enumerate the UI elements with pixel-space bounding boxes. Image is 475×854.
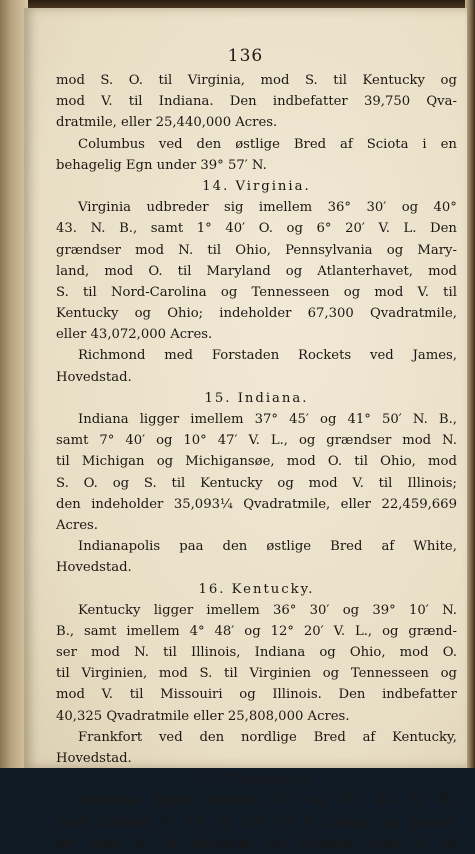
text-line: Kentucky og Ohio; indeholder 67,300 Qvadratmile, xyxy=(56,306,457,322)
text-line: Hovedstad. xyxy=(56,369,132,385)
paragraph-first-line: Kentucky ligger imellem 36° 30′ og 39° 10′ N. xyxy=(78,602,457,618)
section-heading: 14. Virginia. xyxy=(202,178,311,194)
paragraph-first-line: Tennesse ligger imellem 35° og 36° 40′ N. B., xyxy=(78,793,457,809)
text-line: land, mod O. til Maryland og Atlanterhavet, mod xyxy=(56,263,457,279)
page-number: 136 xyxy=(227,46,264,66)
text-line: grændser mod N. til Ohio, Pennsylvania og Mary- xyxy=(56,242,457,258)
text-line: Acres. xyxy=(56,517,98,533)
text-line: mod V. til Indiana. Den indbefatter 39,750 Qva- xyxy=(56,94,457,110)
text-line: behagelig Egn under 39° 57′ N. xyxy=(56,157,267,173)
paragraph-first-line: Virginia udbreder sig imellem 36° 30′ og 40° xyxy=(78,200,457,216)
text-line: ser mod N. til Kentucky og Virginia, mod O. til xyxy=(56,835,457,851)
paragraph-first-line: Frankfort ved den nordlige Bred af Kentucky, xyxy=(78,729,457,745)
paragraph-first-line: Indianapolis paa den østlige Bred af White, xyxy=(78,539,457,555)
paragraph-first-line: Indiana ligger imellem 37° 45′ og 41° 50′ N. B., xyxy=(78,412,457,427)
text-line: til Virginien, mod S. til Virginien og Tennesseen og xyxy=(56,666,457,682)
page-body-text xyxy=(56,70,457,854)
text-line: 43. N. B., samt 1° 40′ O. og 6° 20′ V. L. Den xyxy=(56,221,457,237)
section-heading: 15. Indiana. xyxy=(204,390,309,406)
text-line: samt 7° 40′ og 10° 47′ V. L., og grændser mod N. xyxy=(56,433,457,449)
text-line: S. til Nord-Carolina og Tennesseen og mod V. til xyxy=(56,284,457,300)
text-line: samt imellem 4° 16′ og 13° 14′ V. Læng., og grænd- xyxy=(56,814,457,830)
section-heading: 16. Kentucky. xyxy=(198,581,315,597)
text-line: ser mod N. til Illinois, Indiana og Ohio, mod O. xyxy=(56,645,457,661)
paragraph-first-line: Columbus ved den østlige Bred af Sciota i en xyxy=(78,136,457,152)
text-line: eller 43,072,000 Acres. xyxy=(56,327,213,343)
text-line: dratmile, eller 25,440,000 Acres. xyxy=(56,115,278,131)
text-line: B., samt imellem 4° 48′ og 12° 20′ V. L., og grænd- xyxy=(56,623,457,639)
text-line: S. O. og S. til Kentucky og mod V. til Illinois; xyxy=(56,475,457,491)
text-line: den indeholder 35,093¼ Qvadratmile, eller 22,459,669 xyxy=(56,496,457,512)
text-line: 40,325 Qvadratmile eller 25,808,000 Acres. xyxy=(56,708,350,724)
text-line: til Michigan og Michigansøe, mod O. til Ohio, mod xyxy=(56,454,457,470)
text-line: Hovedstad. xyxy=(56,560,132,576)
text-line: mod S. O. til Virginia, mod S. til Kentucky og xyxy=(56,73,457,88)
text-line: mod V. til Missouiri og Illinois. Den indbefatter xyxy=(56,687,457,703)
paragraph-first-line: Richmond med Forstaden Rockets ved James, xyxy=(78,348,457,364)
text-line: Hovedstad. xyxy=(56,751,132,766)
section-heading: 17. Tennesse. xyxy=(197,772,316,788)
